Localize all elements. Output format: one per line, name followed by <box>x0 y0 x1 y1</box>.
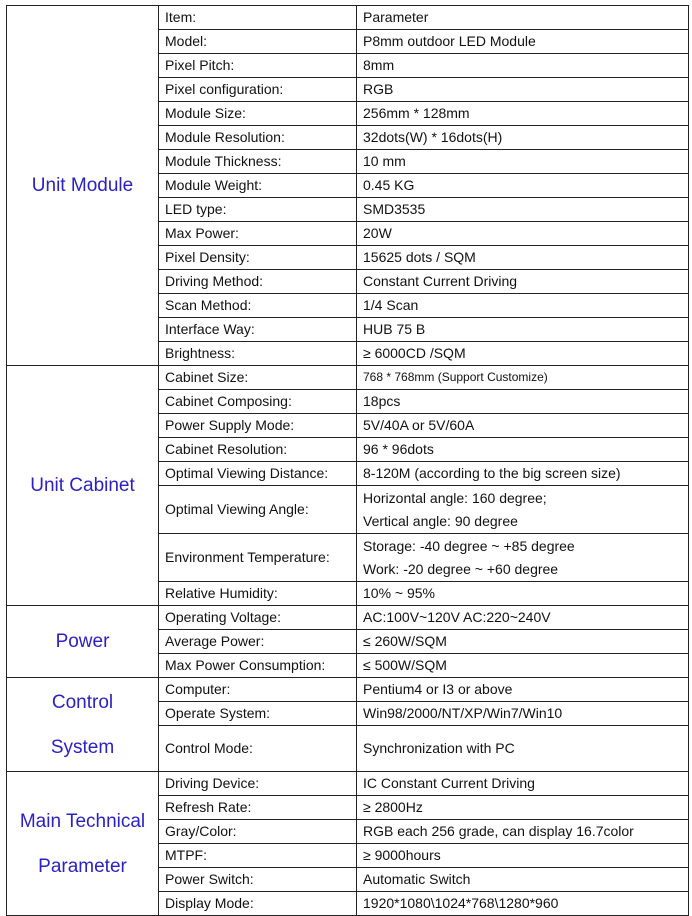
value-line: 10 mm <box>363 153 406 169</box>
spec-row <box>7 772 689 796</box>
category-cell <box>7 772 159 916</box>
item-label: Computer: <box>159 678 357 702</box>
item-label: Driving Device: <box>159 772 357 796</box>
item-label: LED type: <box>159 198 357 222</box>
item-label: Cabinet Composing: <box>159 390 357 414</box>
value-line: ≥ 6000CD /SQM <box>363 345 466 361</box>
value-line: Vertical angle: 90 degree <box>363 512 518 529</box>
item-label: Max Power: <box>159 222 357 246</box>
item-label: Refresh Rate: <box>159 796 357 820</box>
parameter-value <box>357 726 689 772</box>
value-line: 8mm <box>363 57 395 73</box>
value-line: RGB each 256 grade, can display 16.7color <box>363 823 634 839</box>
parameter-value <box>357 796 689 820</box>
parameter-value <box>357 246 689 270</box>
value-line: Horizontal angle: 160 degree; <box>363 489 547 506</box>
value-line: P8mm outdoor LED Module <box>363 33 536 49</box>
item-label: Cabinet Size: <box>159 366 357 390</box>
parameter-value <box>357 654 689 678</box>
parameter-value <box>357 102 689 126</box>
value-line: 0.45 KG <box>363 177 415 193</box>
item-label: Driving Method: <box>159 270 357 294</box>
value-line: ≥ 2800Hz <box>363 799 423 815</box>
value-line: Storage: -40 degree ~ +85 degree <box>363 537 575 554</box>
item-label: Control Mode: <box>159 726 357 772</box>
spec-table-body <box>7 6 689 916</box>
parameter-value <box>357 54 689 78</box>
item-label: Power Supply Mode: <box>159 414 357 438</box>
parameter-value <box>357 772 689 796</box>
item-label: Brightness: <box>159 342 357 366</box>
value-line: Synchronization with PC <box>363 740 515 756</box>
parameter-value <box>357 390 689 414</box>
item-label: Operate System: <box>159 702 357 726</box>
value-line: ≤ 260W/SQM <box>363 633 447 649</box>
parameter-value <box>357 318 689 342</box>
parameter-value <box>357 78 689 102</box>
item-label: Module Thickness: <box>159 150 357 174</box>
category-cell <box>7 606 159 678</box>
value-line: 1/4 Scan <box>363 297 419 313</box>
value-line: 32dots(W) * 16dots(H) <box>363 129 503 145</box>
item-label: Module Resolution: <box>159 126 357 150</box>
item-label: Environment Temperature: <box>159 534 357 582</box>
value-line: Parameter <box>363 9 429 25</box>
parameter-value <box>357 366 689 390</box>
item-label: Average Power: <box>159 630 357 654</box>
parameter-value <box>357 30 689 54</box>
parameter-value <box>357 462 689 486</box>
value-line: AC:100V~120V AC:220~240V <box>363 609 551 625</box>
value-line: 1920*1080\1024*768\1280*960 <box>363 895 559 911</box>
item-label: Pixel Pitch: <box>159 54 357 78</box>
parameter-value <box>357 294 689 318</box>
value-line: Constant Current Driving <box>363 273 518 289</box>
item-label: Module Weight: <box>159 174 357 198</box>
parameter-value <box>357 342 689 366</box>
parameter-value <box>357 678 689 702</box>
item-label: Interface Way: <box>159 318 357 342</box>
parameter-value <box>357 630 689 654</box>
spec-row <box>7 606 689 630</box>
category-label: Control <box>51 691 114 713</box>
category-cell <box>7 6 159 366</box>
parameter-value <box>357 198 689 222</box>
item-label: Optimal Viewing Distance: <box>159 462 357 486</box>
item-label: Max Power Consumption: <box>159 654 357 678</box>
value-line: Automatic Switch <box>363 871 471 887</box>
parameter-value <box>357 702 689 726</box>
value-line: 15625 dots / SQM <box>363 249 476 265</box>
value-line: 20W <box>363 225 392 241</box>
parameter-value <box>357 438 689 462</box>
spec-row <box>7 366 689 390</box>
value-line: 10% ~ 95% <box>363 585 435 601</box>
value-line: 5V/40A or 5V/60A <box>363 417 475 433</box>
category-label: Power <box>55 631 110 652</box>
item-label: Gray/Color: <box>159 820 357 844</box>
category-label: Parameter <box>38 855 127 877</box>
parameter-value <box>357 486 689 534</box>
category-label: Unit Cabinet <box>30 475 135 496</box>
parameter-value <box>357 150 689 174</box>
parameter-value <box>357 820 689 844</box>
value-line: Work: -20 degree ~ +60 degree <box>363 560 559 577</box>
item-label: Module Size: <box>159 102 357 126</box>
parameter-value <box>357 606 689 630</box>
spec-table <box>6 5 689 916</box>
value-line: Pentium4 or I3 or above <box>363 681 513 697</box>
spec-row <box>7 6 689 30</box>
item-label: Pixel configuration: <box>159 78 357 102</box>
value-line: 256mm * 128mm <box>363 105 470 121</box>
parameter-value <box>357 868 689 892</box>
parameter-value <box>357 174 689 198</box>
category-cell <box>7 678 159 772</box>
parameter-value <box>357 892 689 916</box>
value-line: 768 * 768mm (Support Customize) <box>363 370 548 384</box>
value-line: IC Constant Current Driving <box>363 775 535 791</box>
parameter-value <box>357 222 689 246</box>
value-line: 96 * 96dots <box>363 441 434 457</box>
value-line: ≥ 9000hours <box>363 847 441 863</box>
parameter-value <box>357 582 689 606</box>
spec-row <box>7 678 689 702</box>
item-label: Model: <box>159 30 357 54</box>
value-line: SMD3535 <box>363 201 426 217</box>
item-label: Power Switch: <box>159 868 357 892</box>
value-line: HUB 75 B <box>363 321 426 337</box>
value-line: 8-120M (according to the big screen size) <box>363 465 621 481</box>
item-label: Relative Humidity: <box>159 582 357 606</box>
category-label: Unit Module <box>31 175 134 196</box>
parameter-value <box>357 126 689 150</box>
value-line: Win98/2000/NT/XP/Win7/Win10 <box>363 705 563 721</box>
item-label: MTPF: <box>159 844 357 868</box>
category-cell <box>7 366 159 606</box>
value-line: ≤ 500W/SQM <box>363 657 447 673</box>
item-label: Cabinet Resolution: <box>159 438 357 462</box>
item-label: Display Mode: <box>159 892 357 916</box>
item-label: Pixel Density: <box>159 246 357 270</box>
value-line: 18pcs <box>363 393 401 409</box>
item-label: Scan Method: <box>159 294 357 318</box>
item-label: Operating Voltage: <box>159 606 357 630</box>
parameter-value <box>357 270 689 294</box>
parameter-value <box>357 534 689 582</box>
item-label: Optimal Viewing Angle: <box>159 486 357 534</box>
value-line: RGB <box>363 81 394 97</box>
category-label: Main Technical <box>19 810 146 832</box>
parameter-value <box>357 844 689 868</box>
category-label: System <box>50 736 115 758</box>
parameter-value <box>357 414 689 438</box>
item-label: Item: <box>159 6 357 30</box>
parameter-value <box>357 6 689 30</box>
